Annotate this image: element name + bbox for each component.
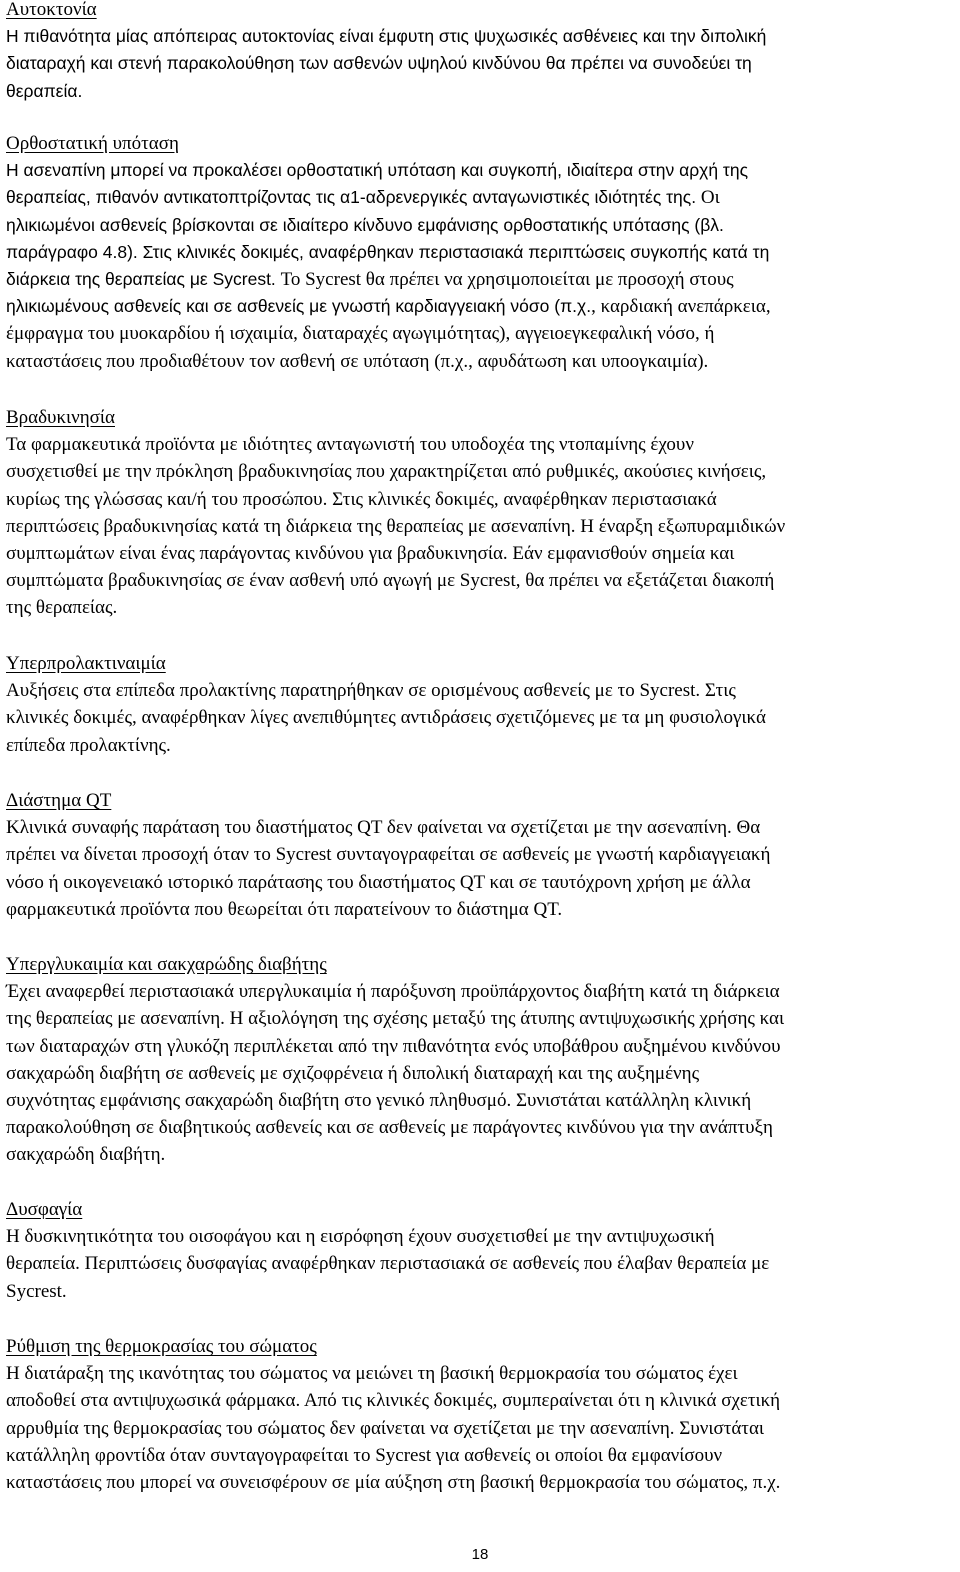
body-text-line — [6, 50, 956, 77]
body-text-line — [6, 1250, 956, 1277]
text-segment: διάρκεια της θεραπείας με Sycrest. — [6, 269, 276, 290]
text-segment: πρέπει να δίνεται προσοχή όταν το Sycrest συνταγογραφείται σε ασθενείς με γνωστή καρδιαγγειακή — [6, 844, 771, 866]
text-segment: Αυξήσεις στα επίπεδα προλακτίνης παρατηρήθηκαν σε ορισμένους ασθενείς με το Sycrest. Στις — [6, 680, 736, 702]
section-qt-interval — [6, 787, 956, 923]
body-text-line — [6, 869, 956, 896]
page-number: 18 — [471, 1546, 489, 1563]
body-text-line — [6, 1415, 956, 1442]
body-text-line — [6, 1060, 956, 1087]
text-segment: θεραπεία. Περιπτώσεις δυσφαγίας αναφέρθηκαν περιστασιακά σε ασθενείς που έλαβαν θεραπεία με — [6, 1253, 770, 1275]
text-segment: ηλικιωμένους ασθενείς και σε ασθενείς με γνωστή καρδιαγγειακή νόσο (π.χ. — [6, 296, 592, 317]
text-segment: σακχαρώδη διαβήτη. — [6, 1144, 166, 1166]
text-segment: θεραπείας, πιθανόν αντικατοπτρίζοντας τις α1-αδρενεργικές ανταγωνιστικές ιδιότητές της. — [6, 187, 697, 208]
body-text-line — [6, 732, 956, 759]
body-text-line — [6, 1114, 956, 1141]
text-segment: αρρυθμία της θερμοκρασίας του σώματος δεν φαίνεται να σχετίζεται με την ασεναπίνη. Συνιστάται — [6, 1417, 765, 1439]
body-text-line — [6, 1223, 956, 1250]
text-segment: θεραπεία. — [6, 80, 83, 101]
body-text-line — [6, 1087, 956, 1114]
body-text-line — [6, 841, 956, 868]
body-text-line — [6, 266, 956, 293]
text-segment: Τα φαρμακευτικά προϊόντα με ιδιότητες ανταγωνιστή του υποδοχέα της ντοπαμίνης έχουν — [6, 434, 694, 456]
section-suicide — [6, 0, 956, 105]
body-text-line — [6, 1005, 956, 1032]
section-orthostatic-hypotension — [6, 130, 956, 375]
text-segment: περιπτώσεις βραδυκινησίας κατά τη διάρκεια της θεραπείας με ασεναπίνη. Η έναρξη εξωπυραμιδικών — [6, 515, 786, 537]
body-text-line — [6, 1442, 956, 1469]
text-segment: καταστάσεις που προδιαθέτουν τον ασθενή σε υπόταση (π.χ., αφυδάτωση και υποογκαιμία). — [6, 350, 709, 372]
section-heading: Υπερπρολακτιναιμία — [6, 653, 166, 674]
text-segment: συχνότητας εμφάνισης σακχαρώδη διαβήτη στο γενικό πληθυσμό. Συνιστάται κατάλληλη κλινική — [6, 1090, 752, 1112]
body-text-line — [6, 677, 956, 704]
text-segment: κατάλληλη φροντίδα όταν συνταγογραφείται το Sycrest για ασθενείς οι οποίοι θα εμφανίσουν — [6, 1444, 723, 1466]
text-segment: Οι — [696, 187, 720, 209]
text-segment: παράγραφο 4.8). — [6, 241, 138, 262]
body-text-line — [6, 1387, 956, 1414]
text-segment: Η πιθανότητα μίας απόπειρας αυτοκτονίας είναι έμφυτη στις ψυχωσικές ασθένειες και την διπολική — [6, 26, 767, 47]
text-segment: , καρδιακή ανεπάρκεια, — [591, 296, 771, 318]
text-segment: συμπτωμάτων είναι ένας παράγοντας κινδύνου για βραδυκινησία. Εάν εμφανισθούν σημεία και — [6, 543, 735, 565]
body-text-line — [6, 1141, 956, 1168]
text-segment: κυρίως της γλώσσας και/ή του προσώπου. — [6, 488, 328, 510]
text-segment: των διαταραχών στη γλυκόζη περιπλέκεται από την πιθανότητα ενός υποβάθρου αυξημένου κινδύνου — [6, 1035, 781, 1057]
body-text-line — [6, 431, 956, 458]
text-segment: Κλινικά συναφής παράταση του διαστήματος QT δεν φαίνεται να σχετίζεται με την ασεναπίνη. Θα — [6, 817, 761, 839]
body-text-line — [6, 594, 956, 621]
body-text-line — [6, 1360, 956, 1387]
body-text-line — [6, 458, 956, 485]
text-segment: Στις κλινικές δοκιμές, αναφέρθηκαν περιστασιακά — [327, 488, 717, 510]
body-text-line — [6, 157, 956, 184]
text-segment: Sycrest. — [6, 1280, 67, 1302]
body-text-line — [6, 704, 956, 731]
text-segment: Έχει αναφερθεί περιστασιακά υπεργλυκαιμία ή παρόξυνση προϋπάρχοντος διαβήτη κατά τη διάρκεια — [6, 981, 780, 1003]
section-heading: Βραδυκινησία — [6, 407, 115, 428]
body-text-line — [6, 23, 956, 50]
text-segment: έμφραγμα του μυοκαρδίου ή ισχαιμία, διαταραχές αγωγιμότητας), αγγειοεγκεφαλική νόσο, ή — [6, 323, 715, 345]
text-segment: Η διατάραξη της ικανότητας του σώματος να μειώνει τη βασική θερμοκρασία του σώματος έχει — [6, 1363, 738, 1385]
body-text-line — [6, 896, 956, 923]
section-heading: Υπεργλυκαιμία και σακχαρώδης διαβήτης — [6, 954, 327, 975]
section-heading: Δυσφαγία — [6, 1199, 83, 1220]
text-segment: σακχαρώδη διαβήτη σε ασθενείς με σχιζοφρένεια ή διπολική διαταραχή και της αυξημένης — [6, 1062, 700, 1084]
body-text-line — [6, 814, 956, 841]
section-heading: Ορθοστατική υπόταση — [6, 133, 179, 154]
body-text-line — [6, 78, 956, 105]
text-segment: Η ασεναπίνη μπορεί να προκαλέσει ορθοστατική υπόταση και συγκοπή, ιδιαίτερα στην αρχή της — [6, 160, 749, 181]
body-text-line — [6, 540, 956, 567]
section-heading: Ρύθμιση της θερμοκρασίας του σώματος — [6, 1336, 317, 1357]
text-segment: συμπτώματα βραδυκινησίας σε έναν ασθενή υπό αγωγή με Sycrest, θα πρέπει να εξετάζεται διακοπή — [6, 570, 775, 592]
section-heading: Αυτοκτονία — [6, 0, 97, 20]
body-text-line — [6, 293, 956, 320]
text-segment: συσχετισθεί με την πρόκληση βραδυκινησίας που χαρακτηρίζεται από ρυθμικές, ακούσιες κινήσεις, — [6, 461, 767, 483]
body-text-line — [6, 1278, 956, 1305]
body-text-line — [6, 212, 956, 239]
section-bradykinesia — [6, 404, 956, 622]
section-hyperglycemia-diabetes — [6, 951, 956, 1169]
body-text-line — [6, 1033, 956, 1060]
text-segment: της θεραπείας. — [6, 597, 118, 619]
body-text-line — [6, 320, 956, 347]
text-segment: νόσο ή οικογενειακό ιστορικό παράτασης του διαστήματος QT και σε ταυτόχρονη χρήση με άλλα — [6, 871, 751, 893]
body-text-line — [6, 513, 956, 540]
text-segment: αποδοθεί στα αντιψυχωσικά φάρμακα. Από τις κλινικές δοκιμές, συμπεραίνεται ότι η κλινικά σχετική — [6, 1390, 781, 1412]
text-segment: διαταραχή και στενή παρακολούθηση των ασθενών υψηλού κινδύνου θα πρέπει να συνοδεύει τη — [6, 53, 752, 74]
text-segment: Η δυσκινητικότητα του οισοφάγου και η εισρόφηση έχουν συσχετισθεί με την αντιψυχωσική — [6, 1226, 715, 1248]
body-text-line — [6, 1469, 956, 1496]
body-text-line — [6, 486, 956, 513]
body-text-line — [6, 978, 956, 1005]
section-body-temperature — [6, 1333, 956, 1496]
body-text-line — [6, 348, 956, 375]
body-text-line — [6, 239, 956, 266]
text-segment: καταστάσεις που μπορεί να συνεισφέρουν σε μία αύξηση στη βασική θερμοκρασία του σώματος, π.χ. — [6, 1472, 781, 1494]
text-segment: ηλικιωμένοι ασθενείς βρίσκονται σε ιδιαίτερο κίνδυνο εμφάνισης ορθοστατικής υπότασης (βλ. — [6, 214, 724, 235]
body-text-line — [6, 567, 956, 594]
text-segment: κλινικές δοκιμές, αναφέρθηκαν λίγες ανεπιθύμητες αντιδράσεις σχετιζόμενες με τα μη φυσιολογικά — [6, 707, 766, 729]
section-heading: Διάστημα QT — [6, 790, 112, 811]
text-segment: παρακολούθηση σε διαβητικούς ασθενείς και σε ασθενείς με παράγοντες κινδύνου για την ανάπτυξη — [6, 1117, 773, 1139]
body-text-line — [6, 184, 956, 211]
section-dysphagia — [6, 1196, 956, 1305]
text-segment: Το Sycrest θα πρέπει να χρησιμοποιείται με προσοχή στους — [275, 269, 734, 291]
text-segment: της θεραπείας με ασεναπίνη. Η αξιολόγηση της σχέσης μεταξύ της άτυπης αντιψυχωσικής χρήσης και — [6, 1008, 785, 1030]
section-hyperprolactinemia — [6, 650, 956, 759]
text-segment: φαρμακευτικά προϊόντα που θεωρείται ότι παρατείνουν το διάστημα QT. — [6, 898, 563, 920]
text-segment: Στις κλινικές δοκιμές, αναφέρθηκαν περιστασιακά περιπτώσεις συγκοπής κατά τη — [137, 241, 770, 262]
text-segment: επίπεδα προλακτίνης. — [6, 734, 171, 756]
